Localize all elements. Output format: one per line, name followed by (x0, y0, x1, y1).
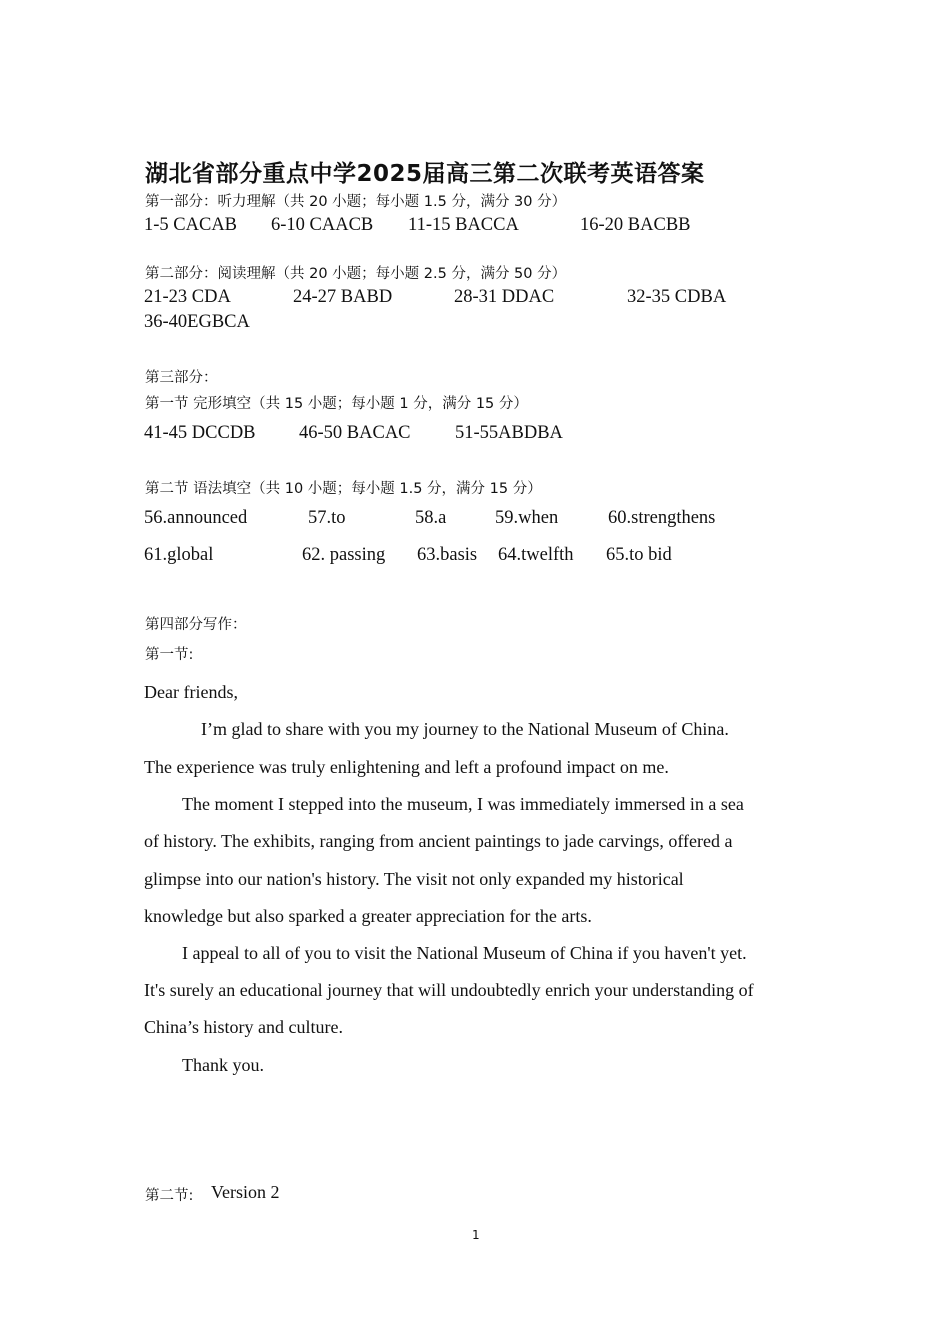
letter-line: glimpse into our nation's history. The visit not only expanded my historical (144, 869, 684, 889)
part2-answer: 36-40EGBCA (144, 312, 250, 332)
part1-answer: 1-5 CACAB (144, 215, 238, 235)
grammar-answer: 63.basis (417, 545, 478, 565)
letter-line: The experience was truly enlightening and left a profound impact on me. (144, 757, 669, 777)
grammar-answer: 57.to (308, 508, 346, 528)
part1-answer: 16-20 BACBB (580, 215, 691, 235)
part3-sec1-heading: 第一节 完形填空（共 15 小题；每小题 1 分，满分 15 分） (145, 396, 528, 412)
grammar-answer: 56.announced (144, 508, 248, 528)
letter-line: I appeal to all of you to visit the National Museum of China if you haven't yet. (182, 943, 747, 963)
part2-answer: 28-31 DDAC (454, 287, 555, 307)
letter-line: knowledge but also sparked a greater appreciation for the arts. (144, 906, 592, 926)
letter-line: It's surely an educational journey that will undoubtedly enrich your understanding of (144, 980, 754, 1000)
part4-sec2-version: Version 2 (211, 1182, 280, 1202)
cloze-answer: 46-50 BACAC (299, 423, 411, 443)
grammar-answer: 61.global (144, 545, 214, 565)
part2-heading: 第二部分：阅读理解（共 20 小题；每小题 2.5 分，满分 50 分） (145, 266, 567, 282)
page-number: 1 (472, 1228, 480, 1242)
part2-answer: 21-23 CDA (144, 287, 231, 307)
part2-answer: 24-27 BABD (293, 287, 393, 307)
letter-closing: Thank you. (182, 1055, 264, 1075)
part4-sec1-label: 第一节: (145, 647, 194, 663)
letter-line: of history. The exhibits, ranging from ancient paintings to jade carvings, offered a (144, 831, 733, 851)
part1-answer: 11-15 BACCA (408, 215, 519, 235)
letter-line: The moment I stepped into the museum, I was immediately immersed in a sea (182, 794, 744, 814)
part4-heading: 第四部分写作： (145, 617, 247, 633)
part3-sec2-heading: 第二节 语法填空（共 10 小题；每小题 1.5 分，满分 15 分） (145, 481, 542, 497)
grammar-answer: 64.twelfth (498, 545, 574, 565)
grammar-answer: 58.a (415, 508, 447, 528)
grammar-answer: 59.when (495, 508, 559, 528)
letter-line: China’s history and culture. (144, 1017, 343, 1037)
letter-line: I’m glad to share with you my journey to the National Museum of China. (201, 719, 729, 739)
part1-heading: 第一部分：听力理解（共 20 小题；每小题 1.5 分，满分 30 分） (145, 194, 567, 210)
part2-answer: 32-35 CDBA (627, 287, 727, 307)
part1-answer: 6-10 CAACB (271, 215, 374, 235)
letter-salutation: Dear friends, (144, 682, 238, 702)
cloze-answer: 41-45 DCCDB (144, 423, 256, 443)
grammar-answer: 62. passing (302, 545, 386, 565)
grammar-answer: 65.to bid (606, 545, 672, 565)
cloze-answer: 51-55ABDBA (455, 423, 563, 443)
part3-heading: 第三部分： (145, 370, 218, 386)
grammar-answer: 60.strengthens (608, 508, 716, 528)
part4-sec2-label: 第二节: (145, 1188, 194, 1204)
page-title: 湖北省部分重点中学2025届高三第二次联考英语答案 (145, 161, 705, 187)
